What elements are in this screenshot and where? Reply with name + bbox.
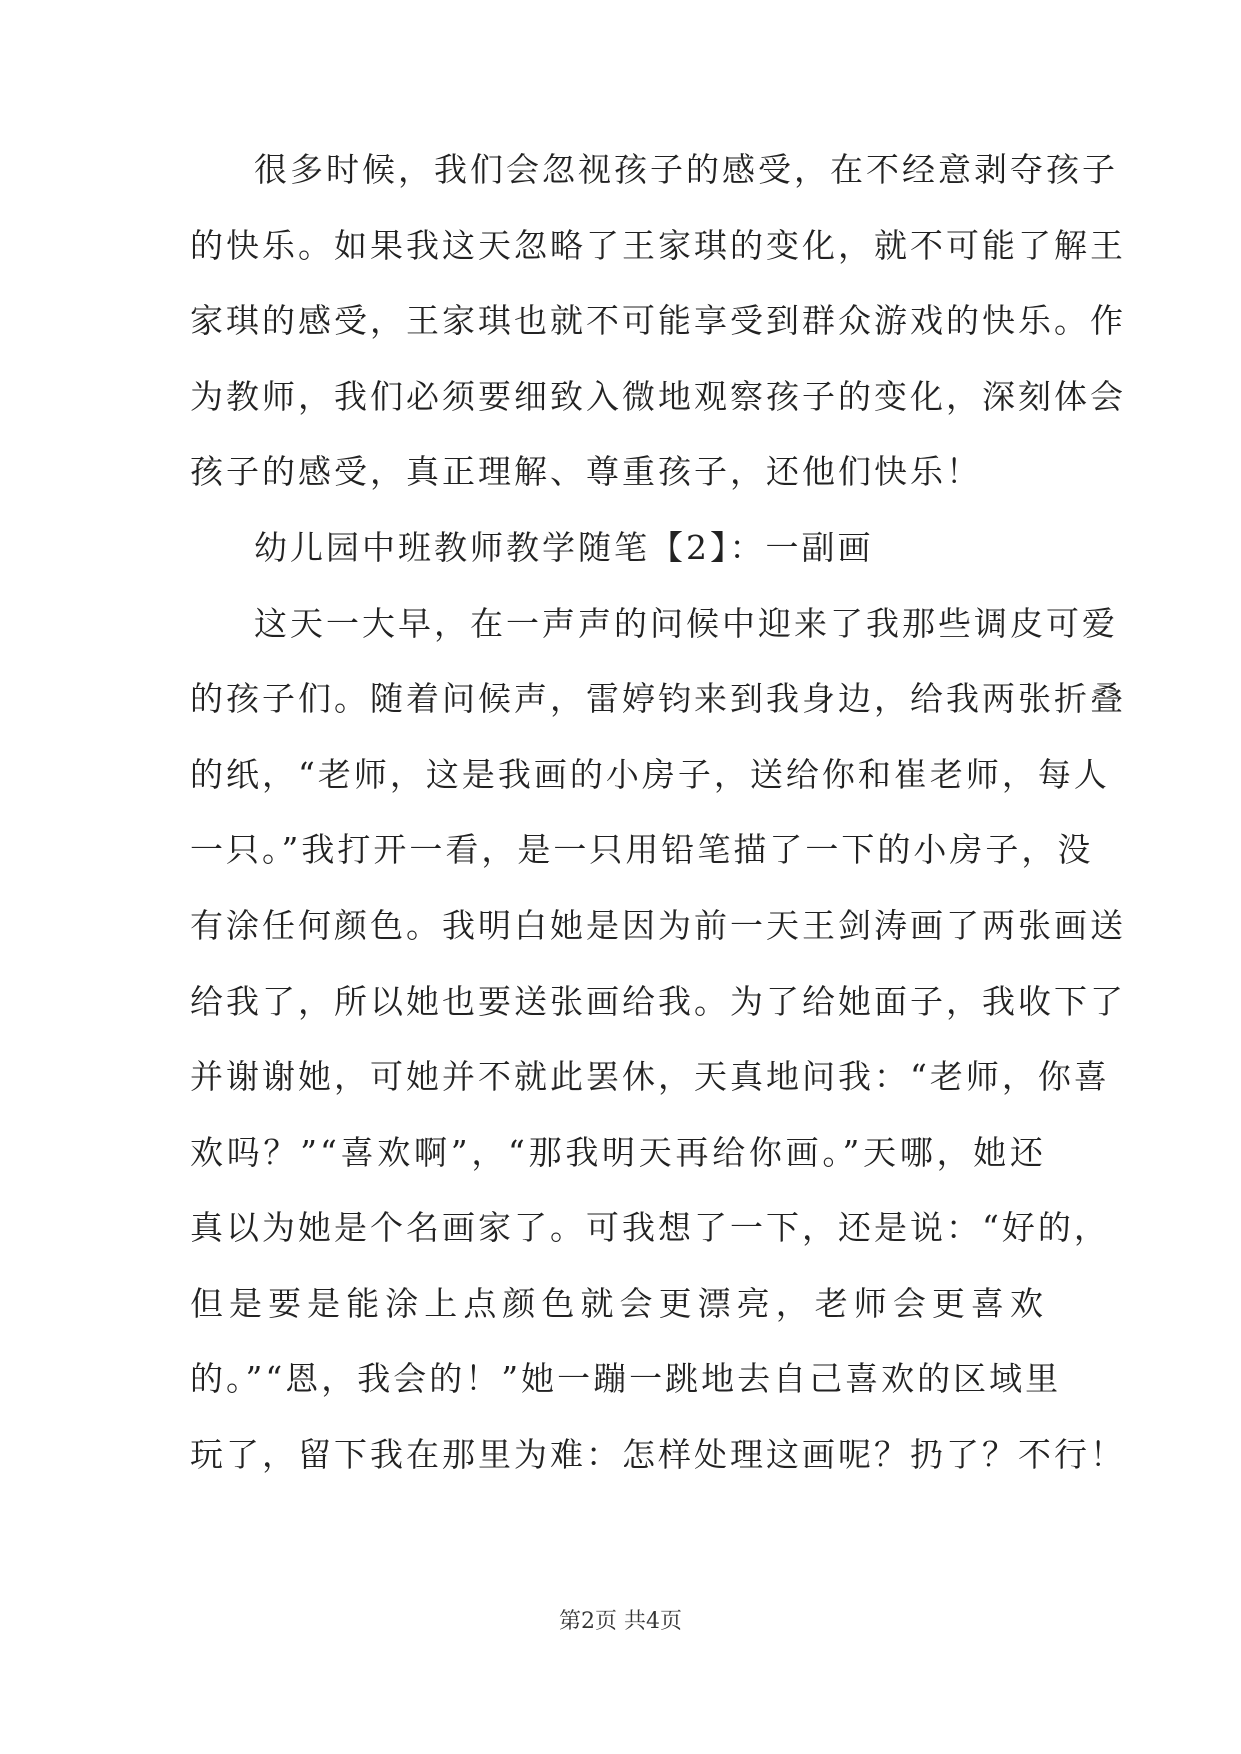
paragraph-1-line-2: 的快乐。如果我这天忽略了王家琪的变化，就不可能了解王 [190,226,1126,265]
paragraph-2-line-1: 这天一大早，在一声声的问候中迎来了我那些调皮可爱 [254,604,1118,643]
paragraph-1-line-5: 孩子的感受，真正理解、尊重孩子，还他们快乐！ [190,452,982,491]
paragraph-2-line-7: 并谢谢她，可她并不就此罢休，天真地问我：“老师，你喜 [190,1057,1110,1096]
paragraph-2-line-8: 欢吗？”“喜欢啊”，“那我明天再给你画。”天哪，她还 [190,1133,1046,1172]
paragraph-2-line-12: 玩了，留下我在那里为难：怎样处理这画呢？扔了？不行！ [190,1435,1126,1474]
paragraph-2-line-9: 真以为她是个名画家了。可我想了一下，还是说：“好的， [190,1208,1110,1247]
paragraph-1-line-4: 为教师，我们必须要细致入微地观察孩子的变化，深刻体会 [190,377,1126,416]
paragraph-2-line-3: 的纸，“老师，这是我画的小房子，送给你和崔老师，每人 [190,755,1110,794]
paragraph-2-line-10: 但是要是能涂上点颜色就会更漂亮，老师会更喜欢 [190,1284,1046,1323]
paragraph-2-line-5: 有涂任何颜色。我明白她是因为前一天王剑涛画了两张画送 [190,906,1126,945]
section-heading: 幼儿园中班教师教学随笔【2】：一副画 [254,528,874,567]
paragraph-2-line-2: 的孩子们。随着问候声，雷婷钧来到我身边，给我两张折叠 [190,679,1126,718]
paragraph-1-line-3: 家琪的感受，王家琪也就不可能享受到群众游戏的快乐。作 [190,301,1126,340]
paragraph-2-line-11: 的。”“恩，我会的！”她一蹦一跳地去自己喜欢的区域里 [190,1359,1062,1398]
paragraph-2-line-6: 给我了，所以她也要送张画给我。为了给她面子，我收下了 [190,982,1126,1021]
paragraph-1-line-1: 很多时候，我们会忽视孩子的感受，在不经意剥夺孩子 [254,150,1118,189]
paragraph-2-line-4: 一只。”我打开一看，是一只用铅笔描了一下的小房子，没 [190,830,1094,869]
page-number-footer: 第2页 共4页 [559,1609,682,1634]
